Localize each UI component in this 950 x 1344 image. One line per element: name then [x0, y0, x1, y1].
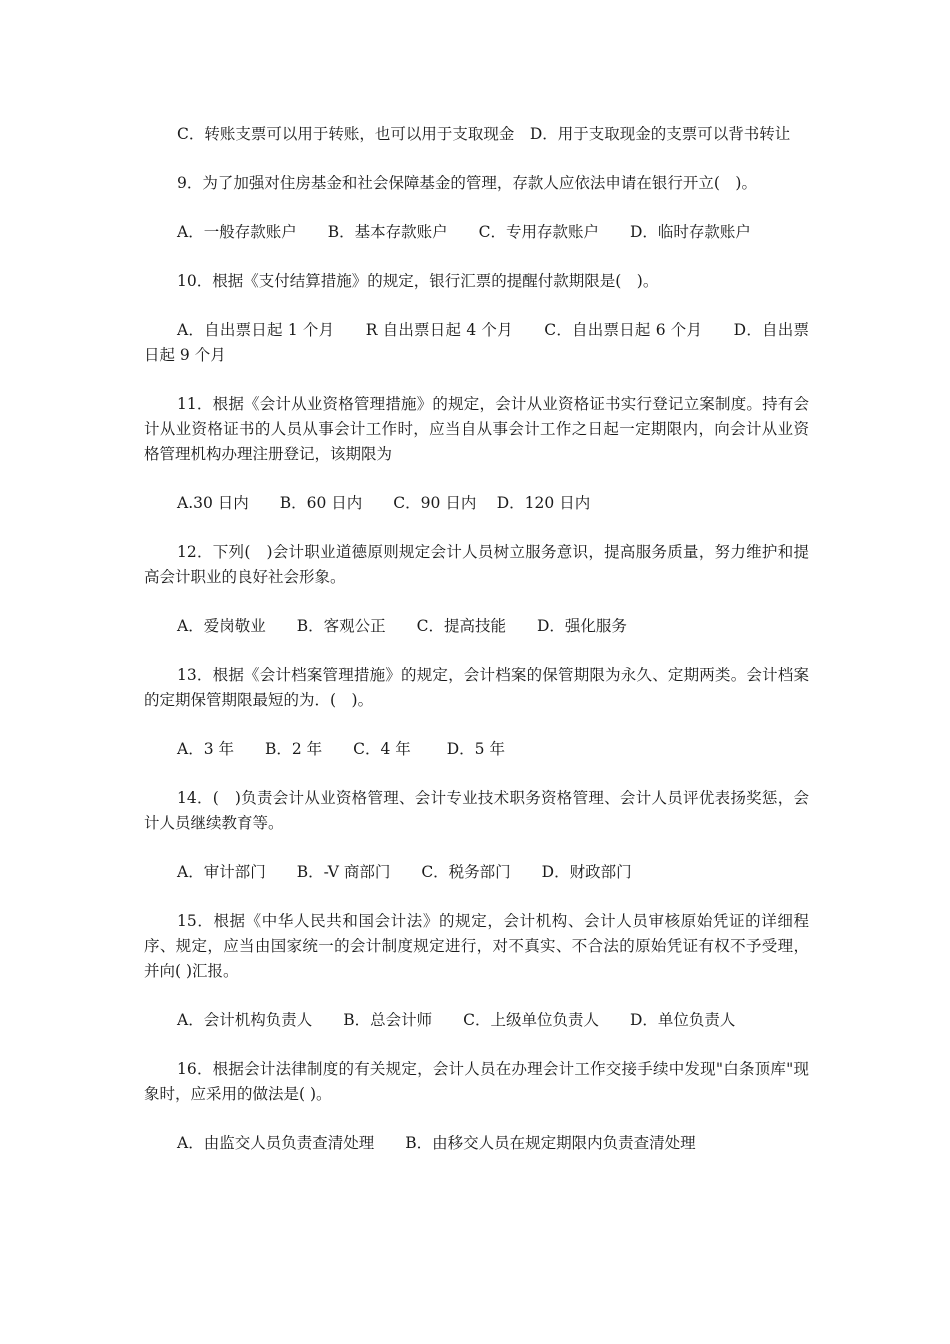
question-9-options: A．一般存款账户 B．基本存款账户 C．专用存款账户 D．临时存款账户: [177, 223, 751, 241]
question-14-options: A．审计部门 B．-V 商部门 C．税务部门 D．财政部门: [177, 863, 632, 881]
document-page: [144, 122, 809, 1180]
question-13: 13．根据《会计档案管理措施》的规定，会计档案的保管期限为永久、定期两类。会计档案的定期保管期限最短的为．( )。: [144, 666, 809, 709]
question-15-options: A．会计机构负责人 B．总会计师 C．上级单位负责人 D．单位负责人: [177, 1011, 736, 1029]
question-12-options: A．爱岗敬业 B．客观公正 C．提高技能 D．强化服务: [177, 617, 627, 635]
question-12: 12．下列( )会计职业道德原则规定会计人员树立服务意识，提高服务质量，努力维护和提高会计职业的良好社会形象。: [144, 543, 809, 586]
question-16: 16．根据会计法律制度的有关规定，会计人员在办理会计工作交接手续中发现"白条顶库"现象时，应采用的做法是( )。: [144, 1060, 809, 1103]
question-15: 15．根据《中华人民共和国会计法》的规定，会计机构、会计人员审核原始凭证的详细程序、规定，应当由国家统一的会计制度规定进行，对不真实、不合法的原始凭证有权不予受理，并向( )汇报。: [144, 912, 809, 980]
question-13-options: A．3 年 B．2 年 C．4 年 D．5 年: [177, 740, 505, 758]
question-11-options: A.30 日内 B．60 日内 C．90 日内 D．120 日内: [177, 494, 591, 512]
question-16-options: A．由监交人员负责查清处理 B．由移交人员在规定期限内负责查清处理: [177, 1134, 696, 1152]
question-11: 11．根据《会计从业资格管理措施》的规定，会计从业资格证书实行登记立案制度。持有会计从业资格证书的人员从事会计工作时，应当自从事会计工作之日起一定期限内，向会计从业资格管理机构办理注册登记，该期限为: [144, 395, 809, 463]
paragraph-8-options-cd: C．转账支票可以用于转账，也可以用于支取现金 D．用于支取现金的支票可以背书转让: [177, 125, 791, 143]
question-9: 9．为了加强对住房基金和社会保障基金的管理，存款人应依法申请在银行开立( )。: [177, 174, 757, 192]
question-14: 14．( )负责会计从业资格管理、会计专业技术职务资格管理、会计人员评优表扬奖惩，会计人员继续教育等。: [144, 789, 809, 832]
question-10-options: A．自出票日起 1 个月 R 自出票日起 4 个月 C．自出票日起 6 个月 D．自出票日起 9 个月: [144, 321, 809, 364]
question-10: 10．根据《支付结算措施》的规定，银行汇票的提醒付款期限是( )。: [177, 272, 659, 290]
